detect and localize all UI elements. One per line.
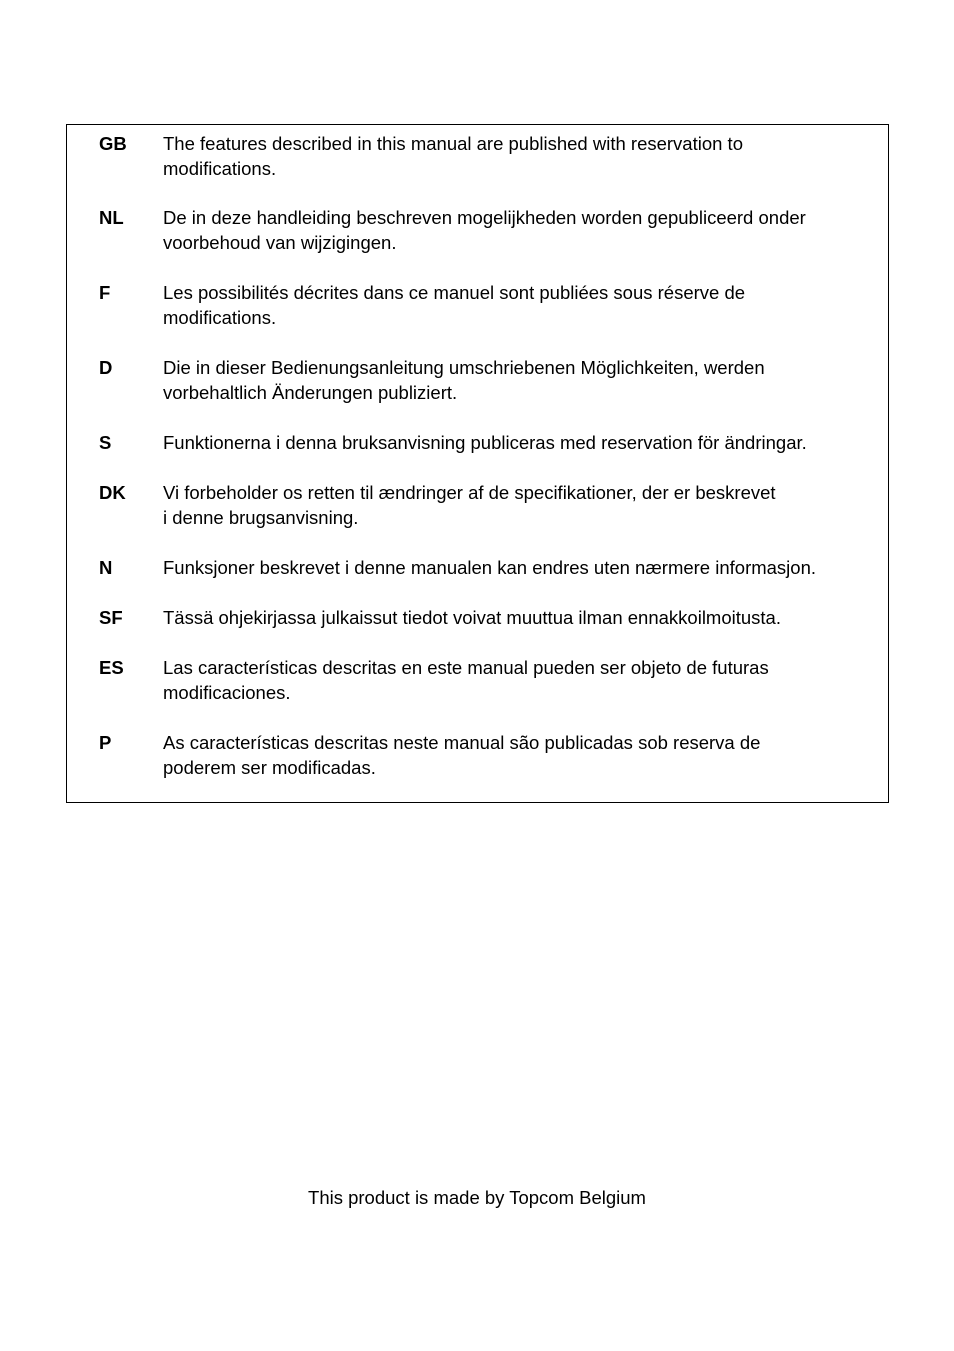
language-code: P: [99, 732, 112, 753]
language-code: D: [99, 357, 113, 378]
notice-text: De in deze handleiding beschreven mogelijkheden worden gepubliceerd onder voorbehoud van wijzigingen.: [163, 207, 806, 253]
disclaimer-box: [66, 124, 889, 803]
notice-text: Las características descritas en este manual pueden ser objeto de futuras modificaciones.: [163, 657, 769, 703]
manufacturer-note: This product is made by Topcom Belgium: [308, 1187, 646, 1208]
language-code: GB: [99, 133, 127, 154]
notice-text: Die in dieser Bedienungsanleitung umschriebenen Möglichkeiten, werden vorbehaltlich Änderungen publiziert.: [163, 357, 765, 403]
language-code: SF: [99, 607, 123, 628]
language-code: DK: [99, 482, 126, 503]
language-code: F: [99, 282, 111, 303]
notice-text: As características descritas neste manual são publicadas sob reserva de poderem ser modificadas.: [163, 732, 761, 778]
notice-text: Les possibilités décrites dans ce manuel sont publiées sous réserve de modifications.: [163, 282, 746, 328]
notice-text: Tässä ohjekirjassa julkaissut tiedot voivat muuttua ilman ennakkoilmoitusta.: [163, 607, 781, 628]
language-code: ES: [99, 657, 124, 678]
notice-text: Funksjoner beskrevet i denne manualen kan endres uten nærmere informasjon.: [163, 557, 817, 578]
notice-text: Vi forbeholder os retten til ændringer af de specifikationer, der er beskrevet i denne brugsanvisning.: [163, 482, 776, 528]
notice-text: The features described in this manual are published with reservation to modifications.: [163, 133, 743, 179]
language-code: N: [99, 557, 113, 578]
language-code: NL: [99, 207, 124, 228]
notice-text: Funktionerna i denna bruksanvisning publiceras med reservation för ändringar.: [163, 432, 807, 453]
language-code: S: [99, 432, 112, 453]
